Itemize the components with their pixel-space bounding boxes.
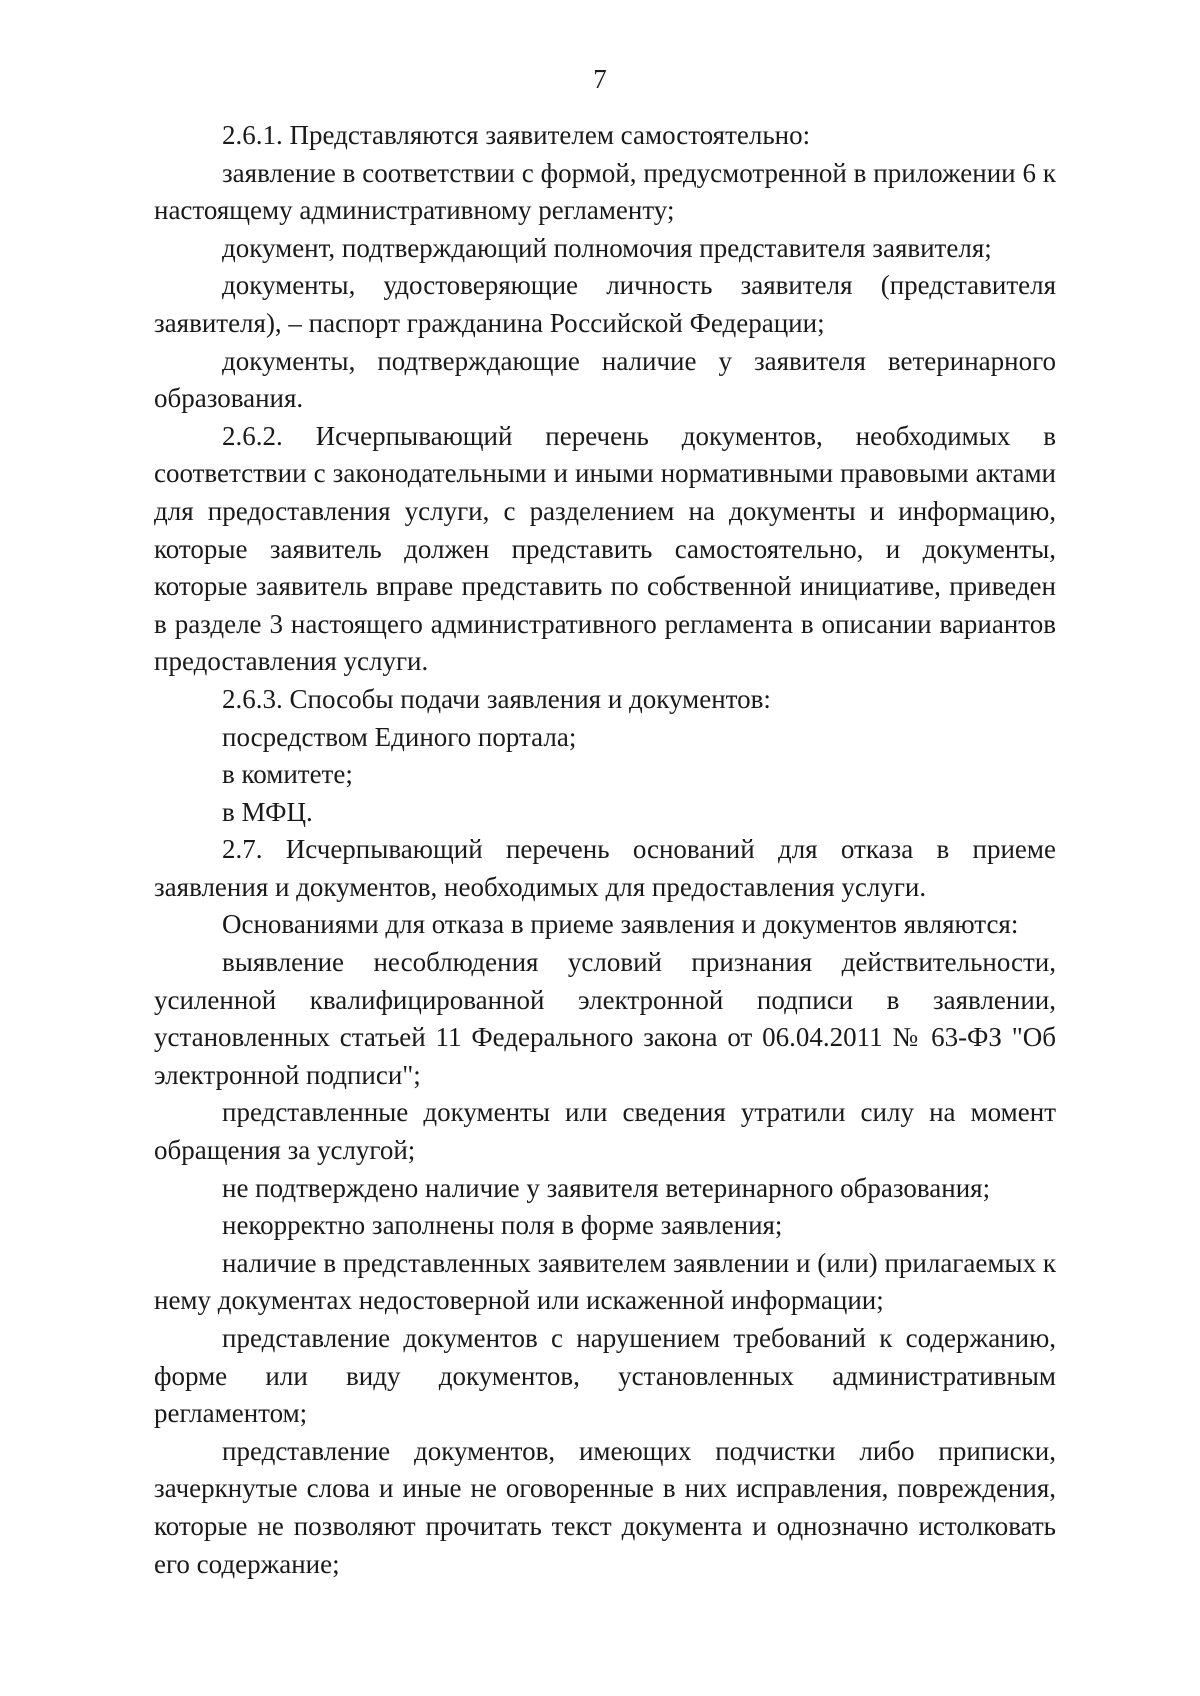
paragraph-false-information: наличие в представленных заявителем заявлении и (или) прилагаемых к нему документах недостоверной или искаженной информации; (154, 1247, 1056, 1316)
paragraph-content-requirements: представление документов с нарушением требований к содержанию, форме или виду документов, установленных административным регламентом; (154, 1323, 1056, 1429)
paragraph-2-7-heading: 2.7. Исчерпывающий перечень оснований для отказа в приеме заявления и документов, необходимых для предоставления услуги. (154, 834, 1056, 902)
paragraph-fields-incorrect: некорректно заполнены поля в форме заявления; (222, 1210, 783, 1241)
paragraph-refusal-grounds-intro: Основаниями для отказа в приеме заявления и документов являются: (222, 909, 1019, 940)
paragraph-education-not-confirmed: не подтверждено наличие у заявителя ветеринарного образования; (222, 1172, 991, 1203)
paragraph-application-form: заявление в соответствии с формой, предусмотренной в приложении 6 к настоящему административному регламенту; (154, 157, 1056, 226)
paragraph-veterinary-education: документы, подтверждающие наличие у заявителя ветеринарного образования. (154, 345, 1056, 414)
paragraph-identity-documents: документы, удостоверяющие личность заявителя (представителя заявителя), – паспорт гражданина Российской Федерации; (154, 270, 1056, 338)
paragraph-committee: в комитете; (222, 759, 353, 790)
paragraph-signature-invalid: выявление несоблюдения условий признания действительности, усиленной квалифицированной электронной подписи в заявлении, установленных статьей 11 Федерального закона от 06.04.2011 № 63-ФЗ "Об электронной подписи"; (154, 947, 1056, 1090)
paragraph-2-6-1-heading: 2.6.1. Представляются заявителем самостоятельно: (222, 120, 811, 150)
paragraph-representative-authority: документ, подтверждающий полномочия представителя заявителя; (222, 232, 992, 263)
paragraph-single-portal: посредством Единого портала; (222, 721, 577, 752)
paragraph-mfc: в МФЦ. (222, 796, 313, 827)
paragraph-erasures-corrections: представление документов, имеющих подчистки либо приписки, зачеркнутые слова и иные не оговоренные в них исправления, повреждения, которые не позволяют прочитать текст документа и однозначно истолковать его содержание; (154, 1435, 1056, 1579)
page-number: 7 (593, 64, 607, 94)
document-body (154, 117, 1056, 1583)
paragraph-2-6-3-heading: 2.6.3. Способы подачи заявления и документов: (222, 683, 771, 714)
paragraph-documents-expired: представленные документы или сведения утратили силу на момент обращения за услугой; (154, 1097, 1056, 1166)
paragraph-2-6-2: 2.6.2. Исчерпывающий перечень документов, необходимых в соответствии с законодательными и иными нормативными правовыми актами для предоставления услуги, с разделением на документы и информацию, которые заявитель должен представить самостоятельно, и документы, которые заявитель вправе представить по собственной инициативе, приведен в разделе 3 настоящего административного регламента в описании вариантов предоставления услуги. (154, 420, 1056, 677)
